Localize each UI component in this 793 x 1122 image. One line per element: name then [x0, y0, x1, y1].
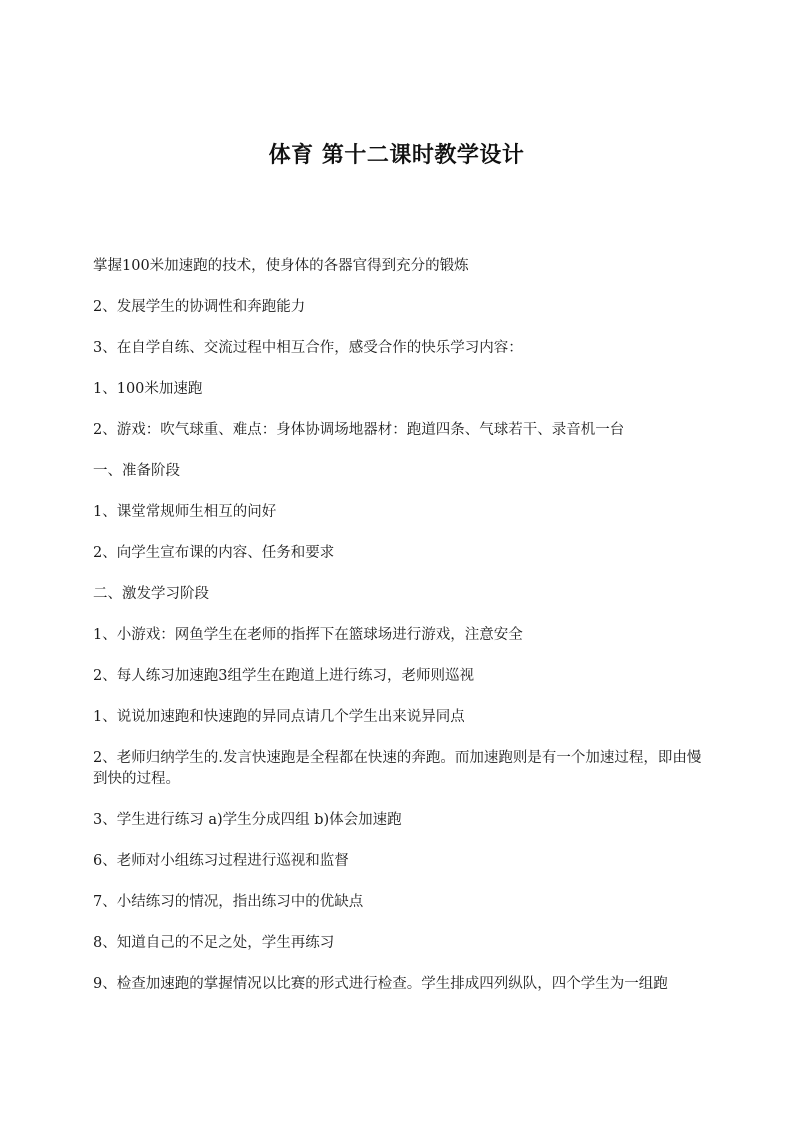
section-heading: 一、准备阶段: [93, 463, 180, 479]
paragraph: 2、每人练习加速跑3组学生在跑道上进行练习，老师则巡视: [93, 668, 474, 684]
paragraph: 1、课堂常规师生相互的问好: [93, 504, 277, 520]
paragraph: 3、在自学自练、交流过程中相互合作，感受合作的快乐学习内容：: [93, 340, 523, 356]
paragraph: 1、说说加速跑和快速跑的异同点请几个学生出来说异同点: [93, 709, 465, 725]
paragraph: 2、发展学生的协调性和奔跑能力: [93, 299, 306, 315]
paragraph: 3、学生进行练习 a)学生分成四组 b)体会加速跑: [93, 812, 402, 828]
document-title: 体育 第十二课时教学设计: [268, 143, 525, 168]
paragraph: 9、检查加速跑的掌握情况以比赛的形式进行检查。学生排成四列纵队，四个学生为一组跑: [93, 976, 668, 992]
paragraph: 8、知道自己的不足之处，学生再练习: [93, 935, 335, 951]
paragraph: 6、老师对小组练习过程进行巡视和监督: [93, 853, 349, 869]
paragraph: 2、向学生宣布课的内容、任务和要求: [93, 545, 335, 561]
paragraph: 7、小结练习的情况，指出练习中的优缺点: [93, 894, 364, 910]
paragraph: 2、老师归纳学生的.发言快速跑是全程都在快速的奔跑。而加速跑则是有一个加速过程，即由慢到快的过程。: [93, 750, 702, 787]
section-heading: 二、激发学习阶段: [93, 586, 209, 602]
paragraph: 1、小游戏：网鱼学生在老师的指挥下在篮球场进行游戏，注意安全: [93, 627, 523, 643]
paragraph: 掌握100米加速跑的技术，使身体的各器官得到充分的锻炼: [93, 258, 469, 274]
paragraph: 1、100米加速跑: [93, 381, 203, 397]
paragraph: 2、游戏：吹气球重、难点：身体协调场地器材：跑道四条、气球若干、录音机一台: [93, 422, 625, 438]
document-body: [93, 256, 703, 1015]
